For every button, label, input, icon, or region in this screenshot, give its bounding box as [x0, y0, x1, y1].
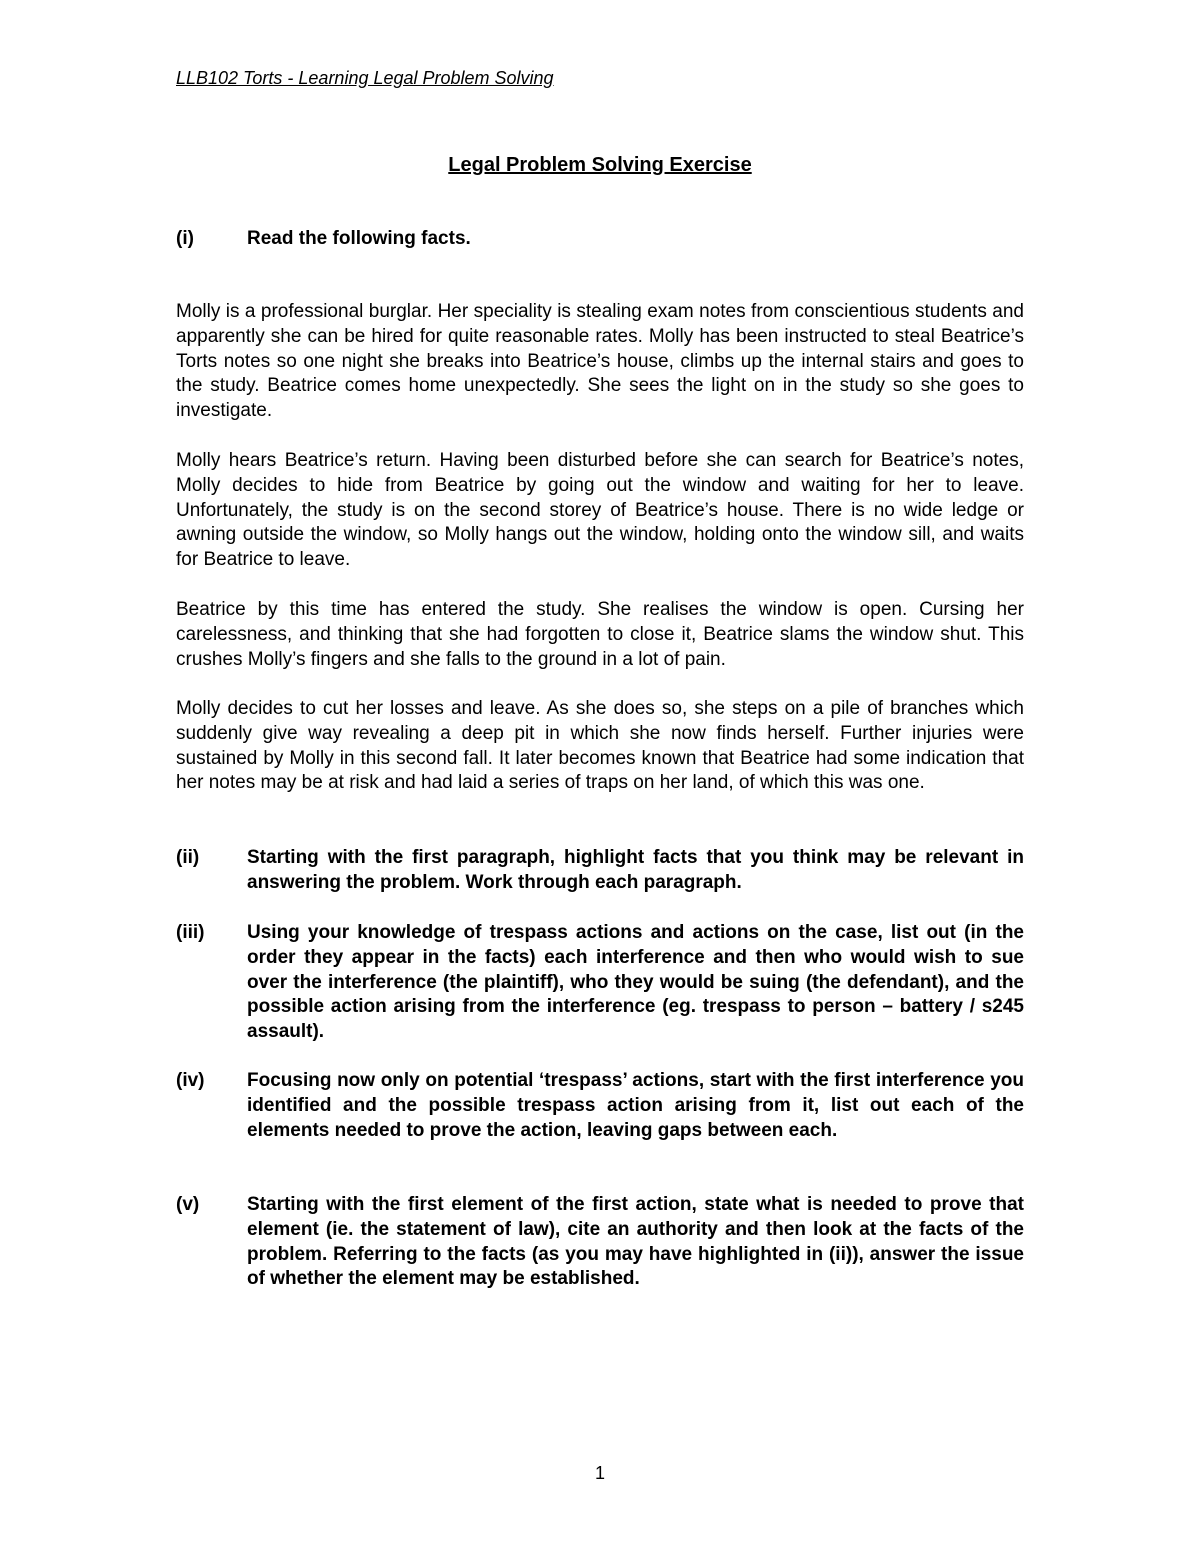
- step-number: (iv): [176, 1070, 205, 1091]
- step-text: Read the following facts.: [247, 228, 471, 249]
- step-number: (i): [176, 228, 194, 249]
- step-text: Starting with the first element of the first action, state what is needed to prove that element (ie. the statement of law), cite an authority and then look at the facts of the problem. Referring to the facts (as you may have highlighted in (ii)), answer the issue of whether the element may be established.: [247, 1194, 1024, 1290]
- running-header: LLB102 Torts - Learning Legal Problem Solving: [176, 68, 554, 88]
- step-4: [176, 1069, 1024, 1143]
- step-number: (ii): [176, 847, 200, 868]
- step-3: [176, 921, 1024, 1045]
- step-2: [176, 846, 1024, 896]
- facts-paragraph-3: Beatrice by this time has entered the study. She realises the window is open. Cursing her carelessness, and thinking that she had forgotten to close it, Beatrice slams the window shut. This crushes Molly’s fingers and she falls to the ground in a lot of pain.: [176, 599, 1024, 670]
- step-text: Using your knowledge of trespass actions and actions on the case, list out (in the order they appear in the facts) each interference and then who would wish to sue over the interference (the plaintiff), who they would be suing (the defendant), and the possible action arising from the interference (eg. trespass to person – battery / s245 assault).: [247, 922, 1024, 1043]
- facts-paragraph-4: Molly decides to cut her losses and leave. As she does so, she steps on a pile of branches which suddenly give way revealing a deep pit in which she now finds herself. Further injuries were sustained by Molly in this second fall. It later becomes known that Beatrice had some indication that her notes may be at risk and had laid a series of traps on her land, of which this was one.: [176, 698, 1024, 794]
- step-1: [176, 227, 1024, 252]
- step-number: (v): [176, 1194, 200, 1215]
- step-text: Starting with the first paragraph, highlight facts that you think may be relevant in answering the problem. Work through each paragraph.: [247, 847, 1024, 893]
- page-number: 1: [594, 1463, 605, 1483]
- step-number: (iii): [176, 922, 205, 943]
- step-text: Focusing now only on potential ‘trespass’ actions, start with the first interference you identified and the possible trespass action arising from it, list out each of the elements needed to prove the action, leaving gaps between each.: [247, 1070, 1024, 1141]
- facts-paragraph-2: Molly hears Beatrice’s return. Having been disturbed before she can search for Beatrice’s notes, Molly decides to hide from Beatrice by going out the window and waiting for her to leave. Unfortunately, the study is on the second storey of Beatrice’s house. There is no wide ledge or awning outside the window, so Molly hangs out the window, holding onto the window sill, and waits for Beatrice to leave.: [176, 450, 1024, 571]
- page-title: Legal Problem Solving Exercise: [448, 154, 752, 176]
- step-5: [176, 1193, 1024, 1292]
- facts-paragraph-1: Molly is a professional burglar. Her speciality is stealing exam notes from conscientious students and apparently she can be hired for quite reasonable rates. Molly has been instructed to steal Beatrice’s Torts notes so one night she breaks into Beatrice’s house, climbs up the internal stairs and goes to the study. Beatrice comes home unexpectedly. She sees the light on in the study so she goes to investigate.: [176, 301, 1024, 422]
